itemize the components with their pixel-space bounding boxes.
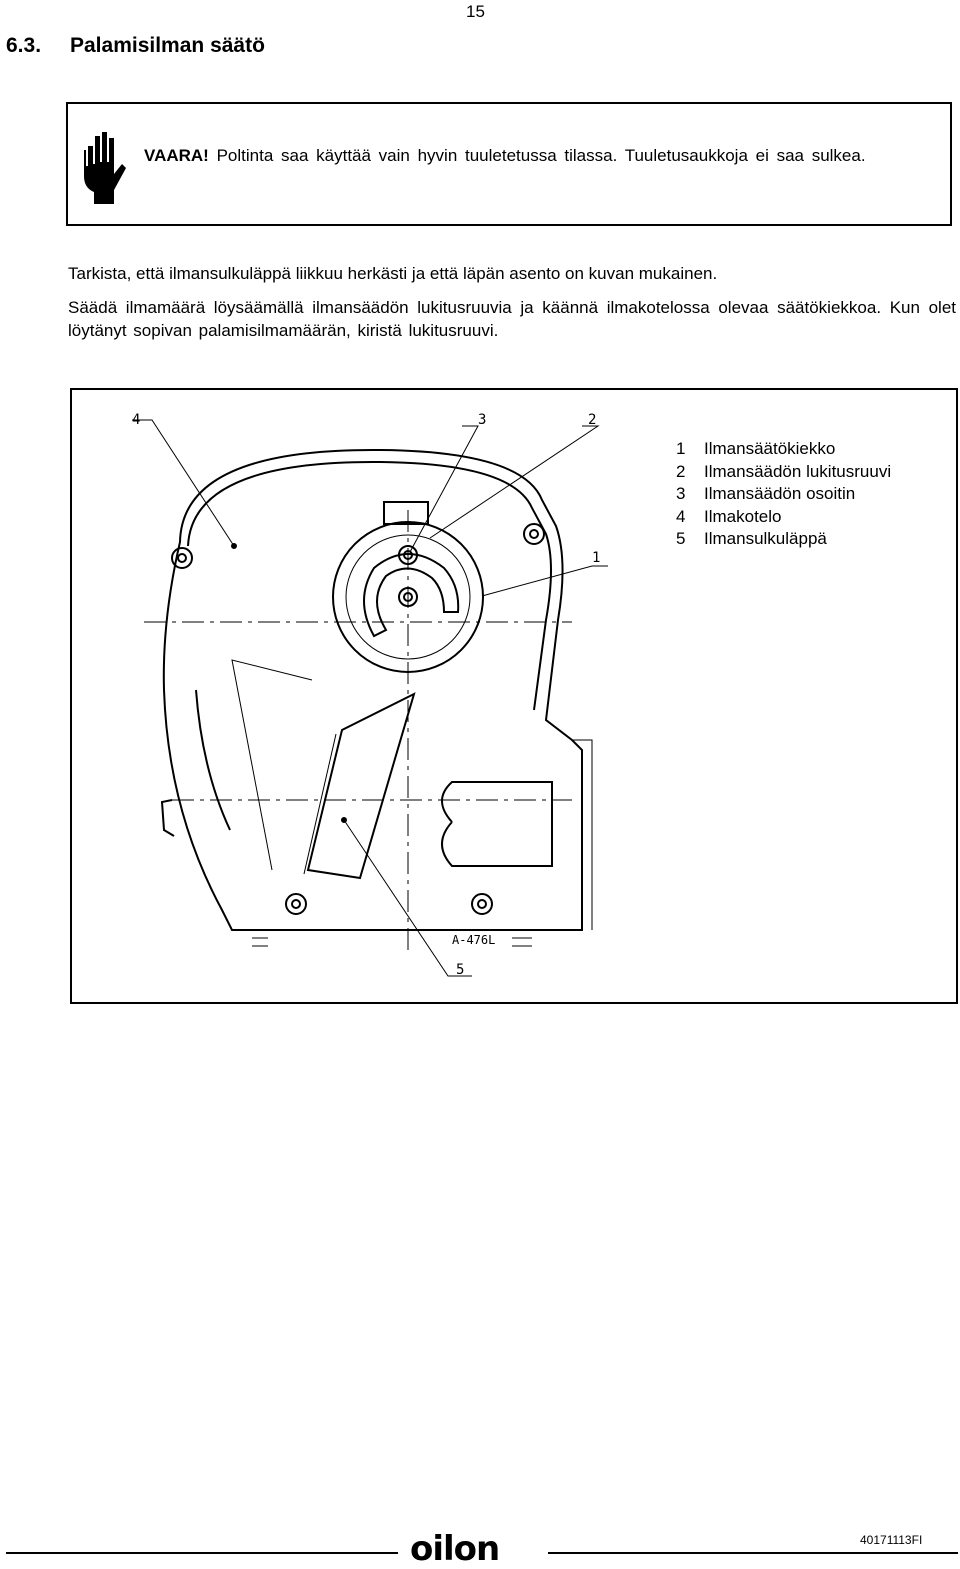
section-heading [6,34,265,58]
svg-text:oilon: oilon [410,1532,500,1564]
legend-item: 1 Ilmansäätökiekko [676,439,836,458]
stop-hand-icon [80,128,128,204]
document-code: 40171113FI [860,1533,923,1547]
warning-message: Poltinta saa käyttää vain hyvin tuuletetussa tilassa. Tuuletusaukkoja ei saa sulkea. [216,146,866,165]
instruction-paragraph: Tarkista, että ilmansulkuläppä liikkuu herkästi ja että läpän asento on kuvan mukainen. [68,264,718,283]
page-number: 15 [466,2,485,21]
callout-3: 3 [478,412,487,428]
oilon-logo [410,1532,544,1569]
drawing-code: A-476L [452,933,496,947]
warning-box [66,102,952,226]
section-number: 6.3. [6,34,42,57]
section-title: Palamisilman säätö [70,34,265,57]
figure-frame [70,388,958,1004]
callout-1: 1 [592,550,601,566]
callout-2: 2 [588,412,597,428]
legend-item: 4 Ilmakotelo [676,506,782,526]
figure-legend [676,438,891,551]
warning-text [144,144,950,167]
legend-item: 5 Ilmansulkuläppä [676,529,827,549]
callout-5: 5 [456,962,465,978]
footer-rule [6,1552,398,1554]
footer-rule [548,1552,958,1554]
legend-item: 3 Ilmansäädön osoitin [676,484,856,504]
legend-item: 2 Ilmansäädön lukitusruuvi [676,461,892,481]
warning-label: VAARA! [144,146,209,165]
instruction-paragraph: Säädä ilmamäärä löysäämällä ilmansäädön lukitusruuvia ja käännä ilmakotelossa olevaa säätökiekkoa. Kun olet löytänyt sopivan palamisilmamäärän, kiristä lukitusruuvi. [68,298,956,340]
callout-4: 4 [132,412,141,428]
